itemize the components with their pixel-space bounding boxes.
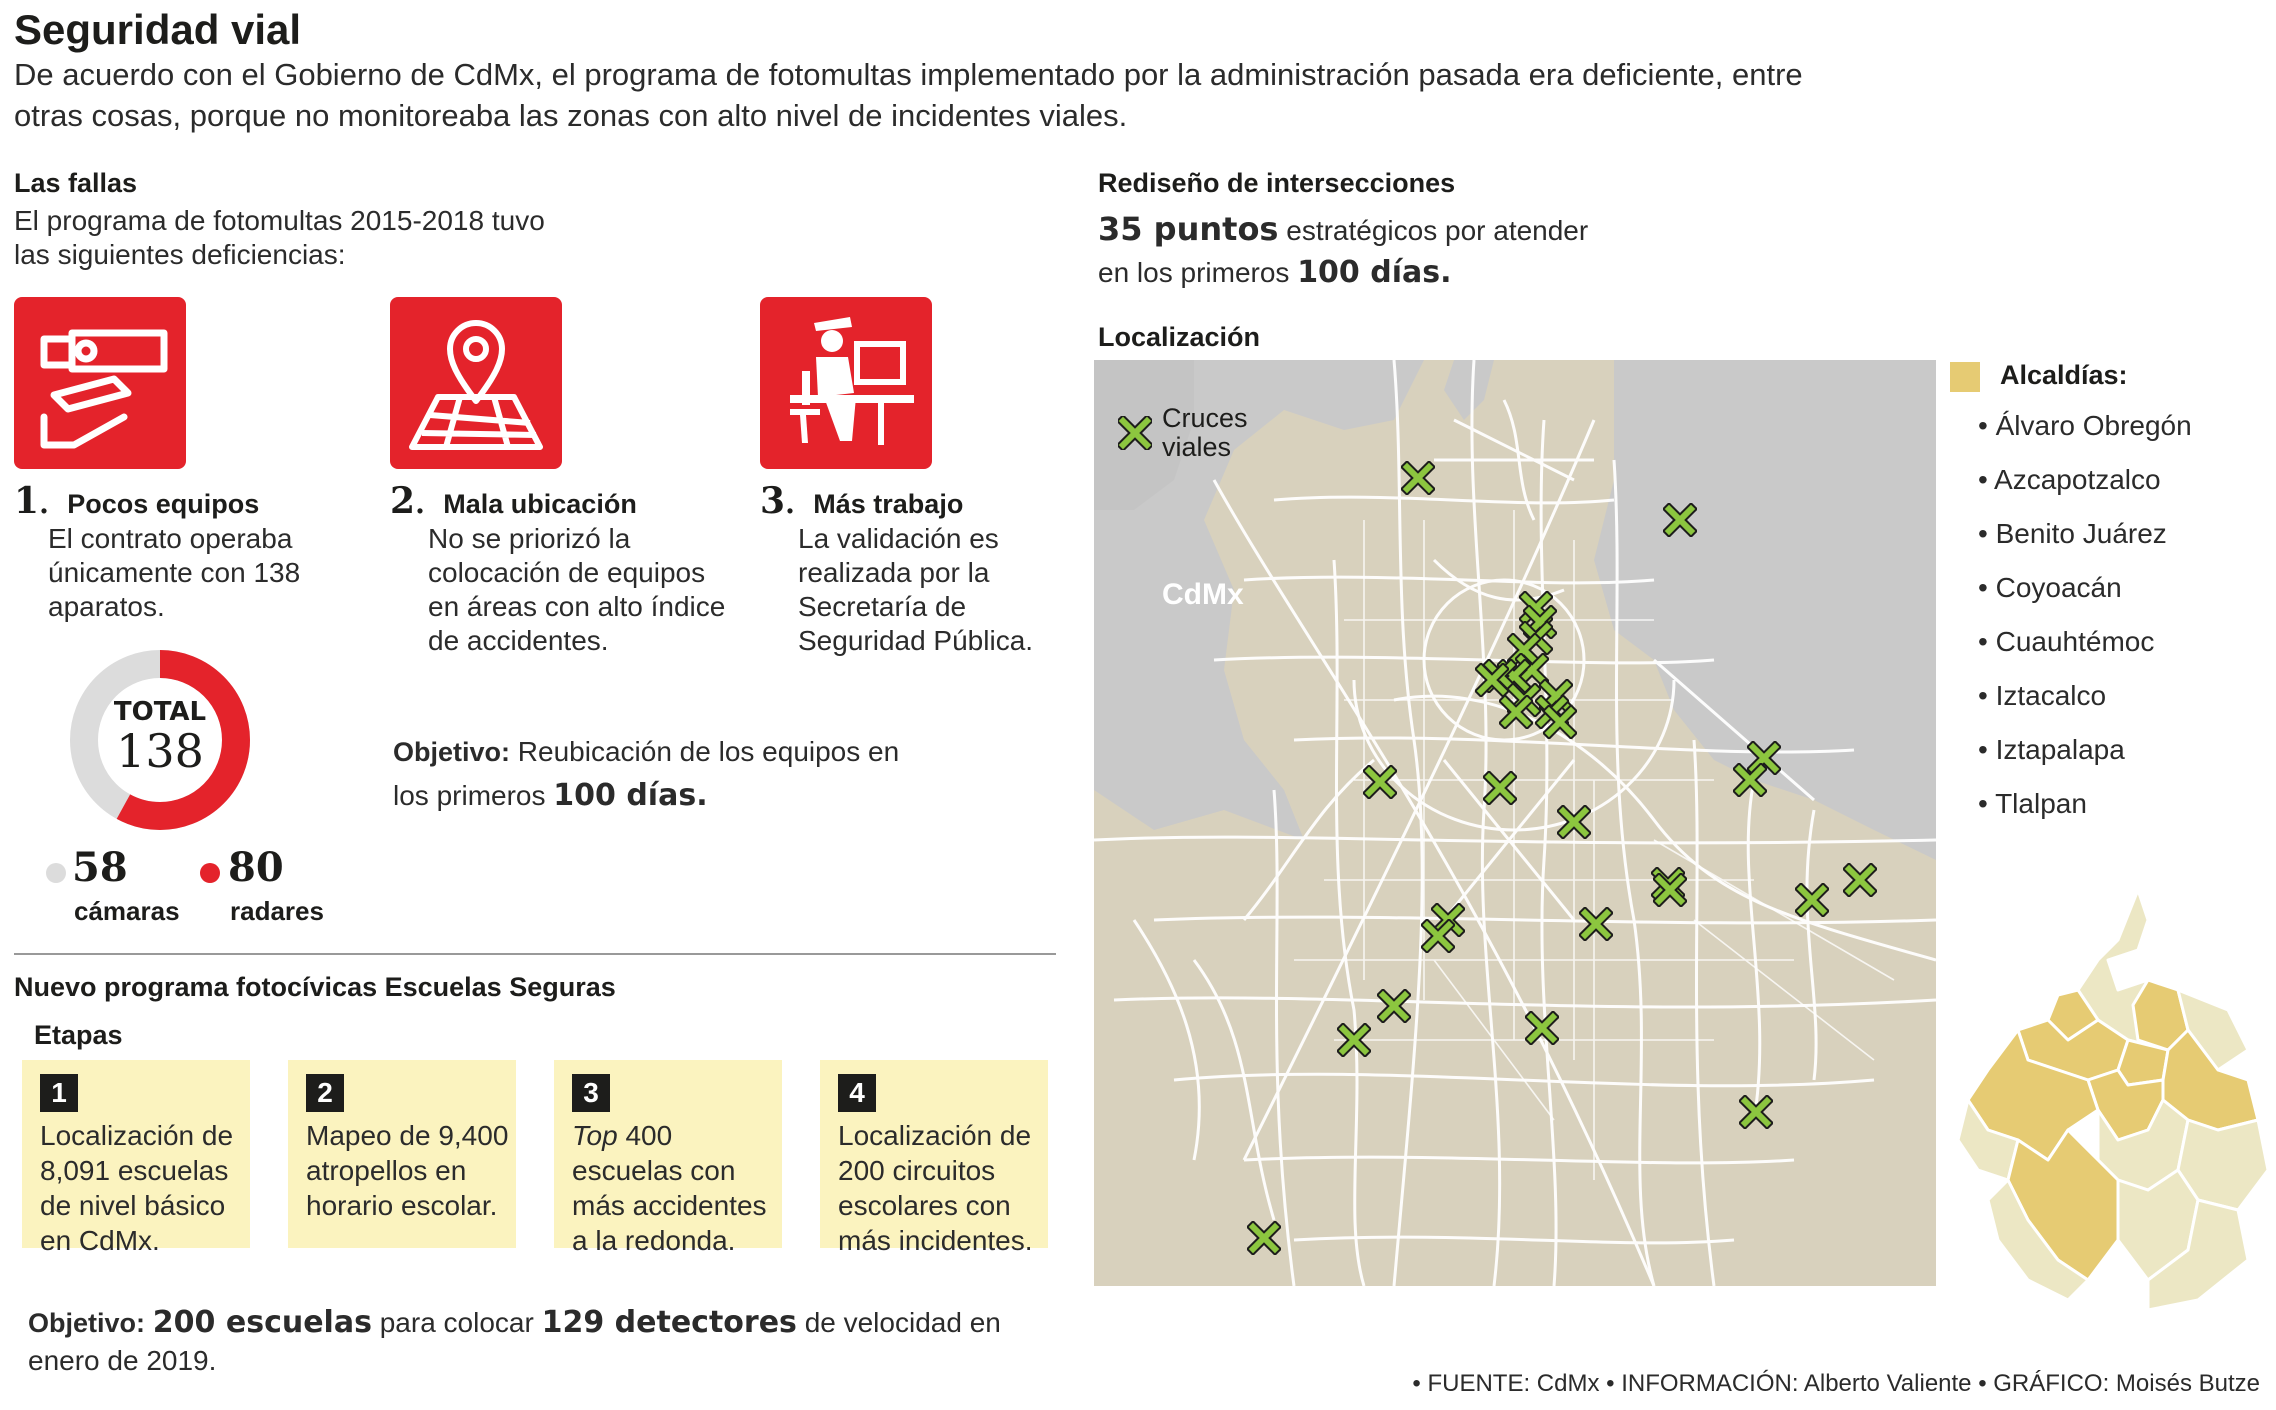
rediseno-start: en los primeros [1098,257,1290,288]
crossing-marker [1421,919,1455,953]
alcaldia-item: • Iztacalco [1978,680,2107,711]
localizacion-heading: Localización [1098,322,1261,352]
etapa-card-1 [22,1060,250,1256]
fallas-subtitle: El programa de fotomultas 2015-2018 tuvo las siguientes deficiencias: [14,205,545,270]
objetivo-end: de velocidad en enero de 2019. [28,1307,1001,1376]
crossing-marker [1579,907,1613,941]
crossing-marker [1739,1095,1773,1129]
crossing-marker [1475,663,1509,697]
alcaldia-item: • Benito Juárez [1978,518,2167,549]
etapa-text: Localización de 8,091 escuelas de nivel básico en CdMx. [40,1120,234,1256]
etapa-text: Mapeo de 9,400 atropellos en horario escolar. [306,1120,509,1221]
camera-icon [14,297,186,469]
crossing-marker [1337,1023,1371,1057]
fallas-heading: Las fallas [14,168,138,198]
donut-total-value: 138 [116,724,204,778]
falla-number: 3 [760,480,786,522]
rediseno-bold: 35 puntos [1098,210,1279,248]
escuelas-heading: Nuevo programa fotocívicas Escuelas Seguras [14,972,616,1002]
objetivo-mid: para colocar [379,1307,534,1338]
objetivo-label: Objetivo: [28,1308,146,1338]
radares-dot [200,863,220,883]
footer-credits: • FUENTE: CdMx • INFORMACIÓN: Alberto Valiente • GRÁFICO: Moisés Butze [1412,1370,2260,1397]
alcaldia-item: • Iztapalapa [1978,734,2125,765]
etapa-card-4 [820,1060,1048,1256]
alcaldia-item: • Álvaro Obregón [1978,410,2192,441]
etapa-card-2 [288,1060,516,1248]
radares-label: radares [230,896,324,926]
alcaldias-list [1978,410,2192,842]
alcaldia-item: • Tlalpan [1978,788,2087,819]
rediseno-line-2 [1098,252,1452,294]
etapa-number: 2 [306,1074,344,1112]
fallas-objetivo [393,730,913,818]
falla-title: Pocos equipos [67,489,260,519]
cross-marker-icon [1118,416,1152,450]
crossing-marker [1663,503,1697,537]
escuelas-objetivo [28,1304,1068,1380]
etapa-text-italic: Top [572,1120,618,1151]
alcaldia-item: • Coyoacán [1978,572,2122,603]
rediseno-line-1 [1098,208,1588,252]
falla-text: La validación es realizada por la Secretaría de Seguridad Pública. [798,523,1034,656]
crossing-marker [1653,873,1687,907]
crossing-marker [1247,1221,1281,1255]
map-legend-label: Cruces viales [1162,403,1248,462]
etapa-number: 3 [572,1074,610,1112]
objetivo-label: Objetivo: [393,737,511,767]
falla-title: Más trabajo [813,489,964,519]
etapa-number: 1 [40,1074,78,1112]
etapa-text-rest: 400 escuelas con más accidentes a la redonda. [572,1120,767,1256]
camaras-label: cámaras [74,896,180,926]
etapas-label: Etapas [34,1020,123,1050]
etapa-text [572,1118,777,1258]
map-pin-icon [390,297,562,469]
crossing-marker [1363,765,1397,799]
camaras-value: 58 [72,844,128,891]
falla-item-2: 2. Mala ubicación No se priorizó la colocación de equipos en áreas con alto índice de accidentes. [390,480,730,658]
rediseno-bold-2: 100 días. [1297,255,1452,290]
etapa-card-3 [554,1060,782,1256]
crossing-marker [1843,863,1877,897]
falla-number: 2 [390,480,416,522]
alcaldias-swatch [1950,362,1980,392]
map-label-cdmx: CdMx [1162,578,1244,611]
camaras-dot [46,863,66,883]
rediseno-heading: Rediseño de intersecciones [1098,168,1456,198]
alcaldia-item: • Azcapotzalco [1978,464,2161,495]
etapa-text: Localización de 200 circuitos escolares con más incidentes. [838,1120,1033,1256]
falla-item-1: 1. Pocos equipos El contrato operaba únicamente con 138 aparatos. [14,480,344,624]
etapa-number: 4 [838,1074,876,1112]
crossing-marker [1483,771,1517,805]
falla-number: 1 [14,480,40,522]
crossing-marker [1499,695,1533,729]
crossing-marker [1543,705,1577,739]
page-title: Seguridad vial [14,6,302,53]
alcaldias-mini-map [1948,880,2270,1320]
alcaldias-heading: Alcaldías: [2000,360,2128,390]
falla-text: No se priorizó la colocación de equipos en áreas con alto índice de accidentes. [428,523,726,656]
crossing-marker [1795,883,1829,917]
objetivo-bold-1: 200 escuelas [152,1305,372,1340]
donut-total-label: TOTAL [113,697,207,727]
rediseno-rest: estratégicos por atender [1286,215,1589,246]
falla-item-3: 3. Más trabajo La validación es realizada por la Secretaría de Seguridad Pública. [760,480,1100,658]
crossing-marker [1733,763,1767,797]
falla-text: El contrato operaba únicamente con 138 aparatos. [48,523,301,622]
officer-desk-icon [760,297,932,469]
section-divider [14,953,1056,955]
objetivo-text: Reubicación de los equipos en los primeros [393,736,900,811]
radares-value: 80 [228,844,284,891]
alcaldia-item: • Cuauhtémoc [1978,626,2155,657]
crossing-marker [1401,461,1435,495]
cdmx-map [1094,360,1936,1286]
intro-text: De acuerdo con el Gobierno de CdMx, el programa de fotomultas implementado por la administración pasada era deficiente, entre otras cosas, porque no monitoreaba las zonas con alto nivel de incidentes viales. [14,57,1803,133]
falla-title: Mala ubicación [443,489,637,519]
crossing-marker [1557,805,1591,839]
objetivo-bold-2: 129 detectores [541,1305,797,1340]
alcaldia-shape [2118,1040,2168,1085]
crossing-marker [1525,1011,1559,1045]
crossing-marker [1377,989,1411,1023]
objetivo-bold: 100 días. [553,778,708,813]
